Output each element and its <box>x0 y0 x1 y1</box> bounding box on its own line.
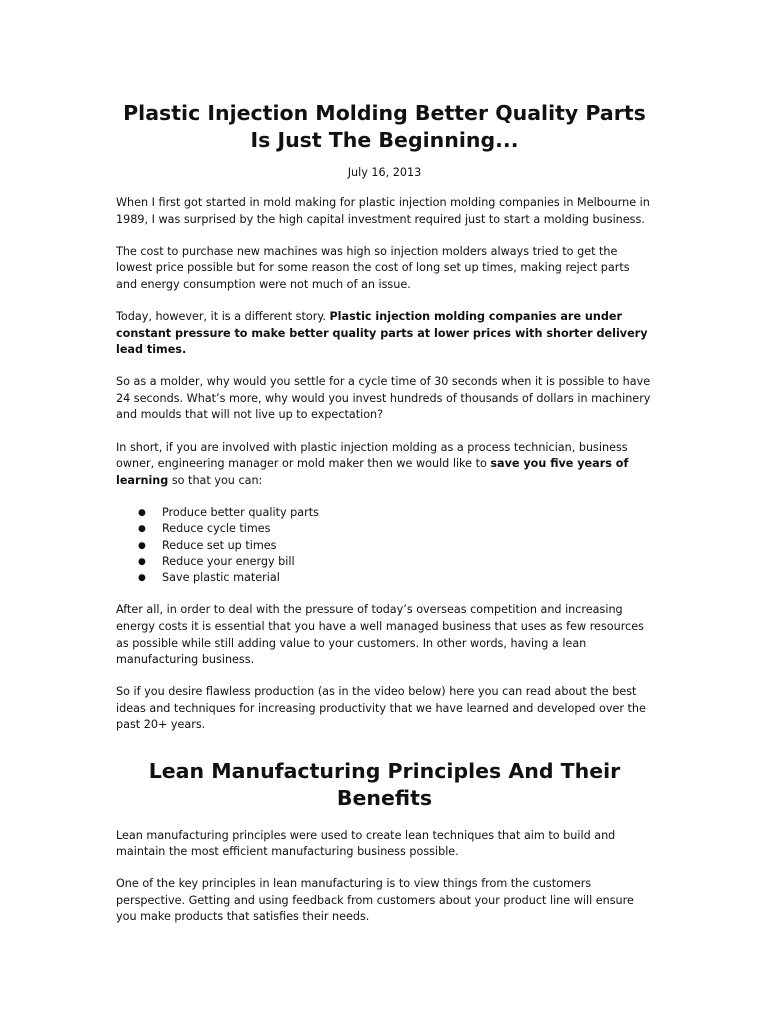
paragraph-competition: After all, in order to deal with the pressure of today’s overseas competition and increasing energy costs it is essential that you have a well managed business that uses as few resources as possible while still adding value to your customers. In other words, having a lean manufacturing business. <box>116 603 644 667</box>
list-item-text: Reduce set up times <box>162 538 277 552</box>
list-item-text: Produce better quality parts <box>162 505 319 519</box>
list-item <box>116 570 653 586</box>
paragraph-customer-perspective: One of the key principles in lean manufacturing is to view things from the customers perspective. Getting and using feedback from customers about your product line will ensure you make products that satisfies their needs. <box>116 877 634 924</box>
article-date: July 16, 2013 <box>347 166 422 179</box>
paragraph-cycle-time: So as a molder, why would you settle for a cycle time of 30 seconds when it is possible to have 24 seconds. What’s more, why would you invest hundreds of thousands of dollars in machinery and moulds that will not live up to expectation? <box>116 375 651 422</box>
paragraph-pressure-lead: Today, however, it is a different story. <box>116 309 330 323</box>
bullet-icon: ● <box>138 507 146 518</box>
article-title: Plastic Injection Molding Better Quality Parts Is Just The Beginning... <box>123 101 646 152</box>
paragraph-pressure <box>116 309 653 359</box>
document-page <box>116 100 653 941</box>
paragraph-in-short-bold: save you five years of learning <box>116 457 629 487</box>
list-item-text: Reduce your energy bill <box>162 555 295 569</box>
bullet-icon: ● <box>138 557 146 568</box>
paragraph-intro: When I first got started in mold making for plastic injection molding companies in Melbourne in 1989, I was surprised by the high capital investment required just to start a molding business. <box>116 196 650 226</box>
section-heading: Lean Manufacturing Principles And Their Benefits <box>148 758 621 810</box>
list-item <box>116 505 653 521</box>
benefits-list <box>116 505 653 587</box>
paragraph-pressure-bold: Plastic injection molding companies are under constant pressure to make better quality parts at lower prices with shorter delivery lead times. <box>116 309 648 357</box>
list-item-text: Save plastic material <box>162 571 280 585</box>
paragraph-lean-principles: Lean manufacturing principles were used to create lean techniques that aim to build and maintain the most efficient manufacturing business possible. <box>116 828 616 859</box>
bullet-icon: ● <box>138 524 146 535</box>
list-item-text: Reduce cycle times <box>162 522 271 536</box>
paragraph-in-short <box>116 440 653 490</box>
paragraph-flawless: So if you desire flawless production (as in the video below) here you can read about the best ideas and techniques for increasing productivity that we have learned and developed over the past 20+ years. <box>116 685 646 732</box>
bullet-icon: ● <box>138 540 146 551</box>
list-item <box>116 521 653 537</box>
paragraph-in-short-tail: so that you can: <box>168 473 263 487</box>
paragraph-in-short-lead: In short, if you are involved with plastic injection molding as a process technician, business owner, engineering manager or mold maker then we would like to <box>116 440 628 471</box>
paragraph-cost: The cost to purchase new machines was high so injection molders always tried to get the lowest price possible but for some reason the cost of long set up times, making reject parts and energy consumption were not much of an issue. <box>116 244 630 291</box>
list-item <box>116 538 653 554</box>
list-item <box>116 554 653 570</box>
bullet-icon: ● <box>138 573 146 584</box>
